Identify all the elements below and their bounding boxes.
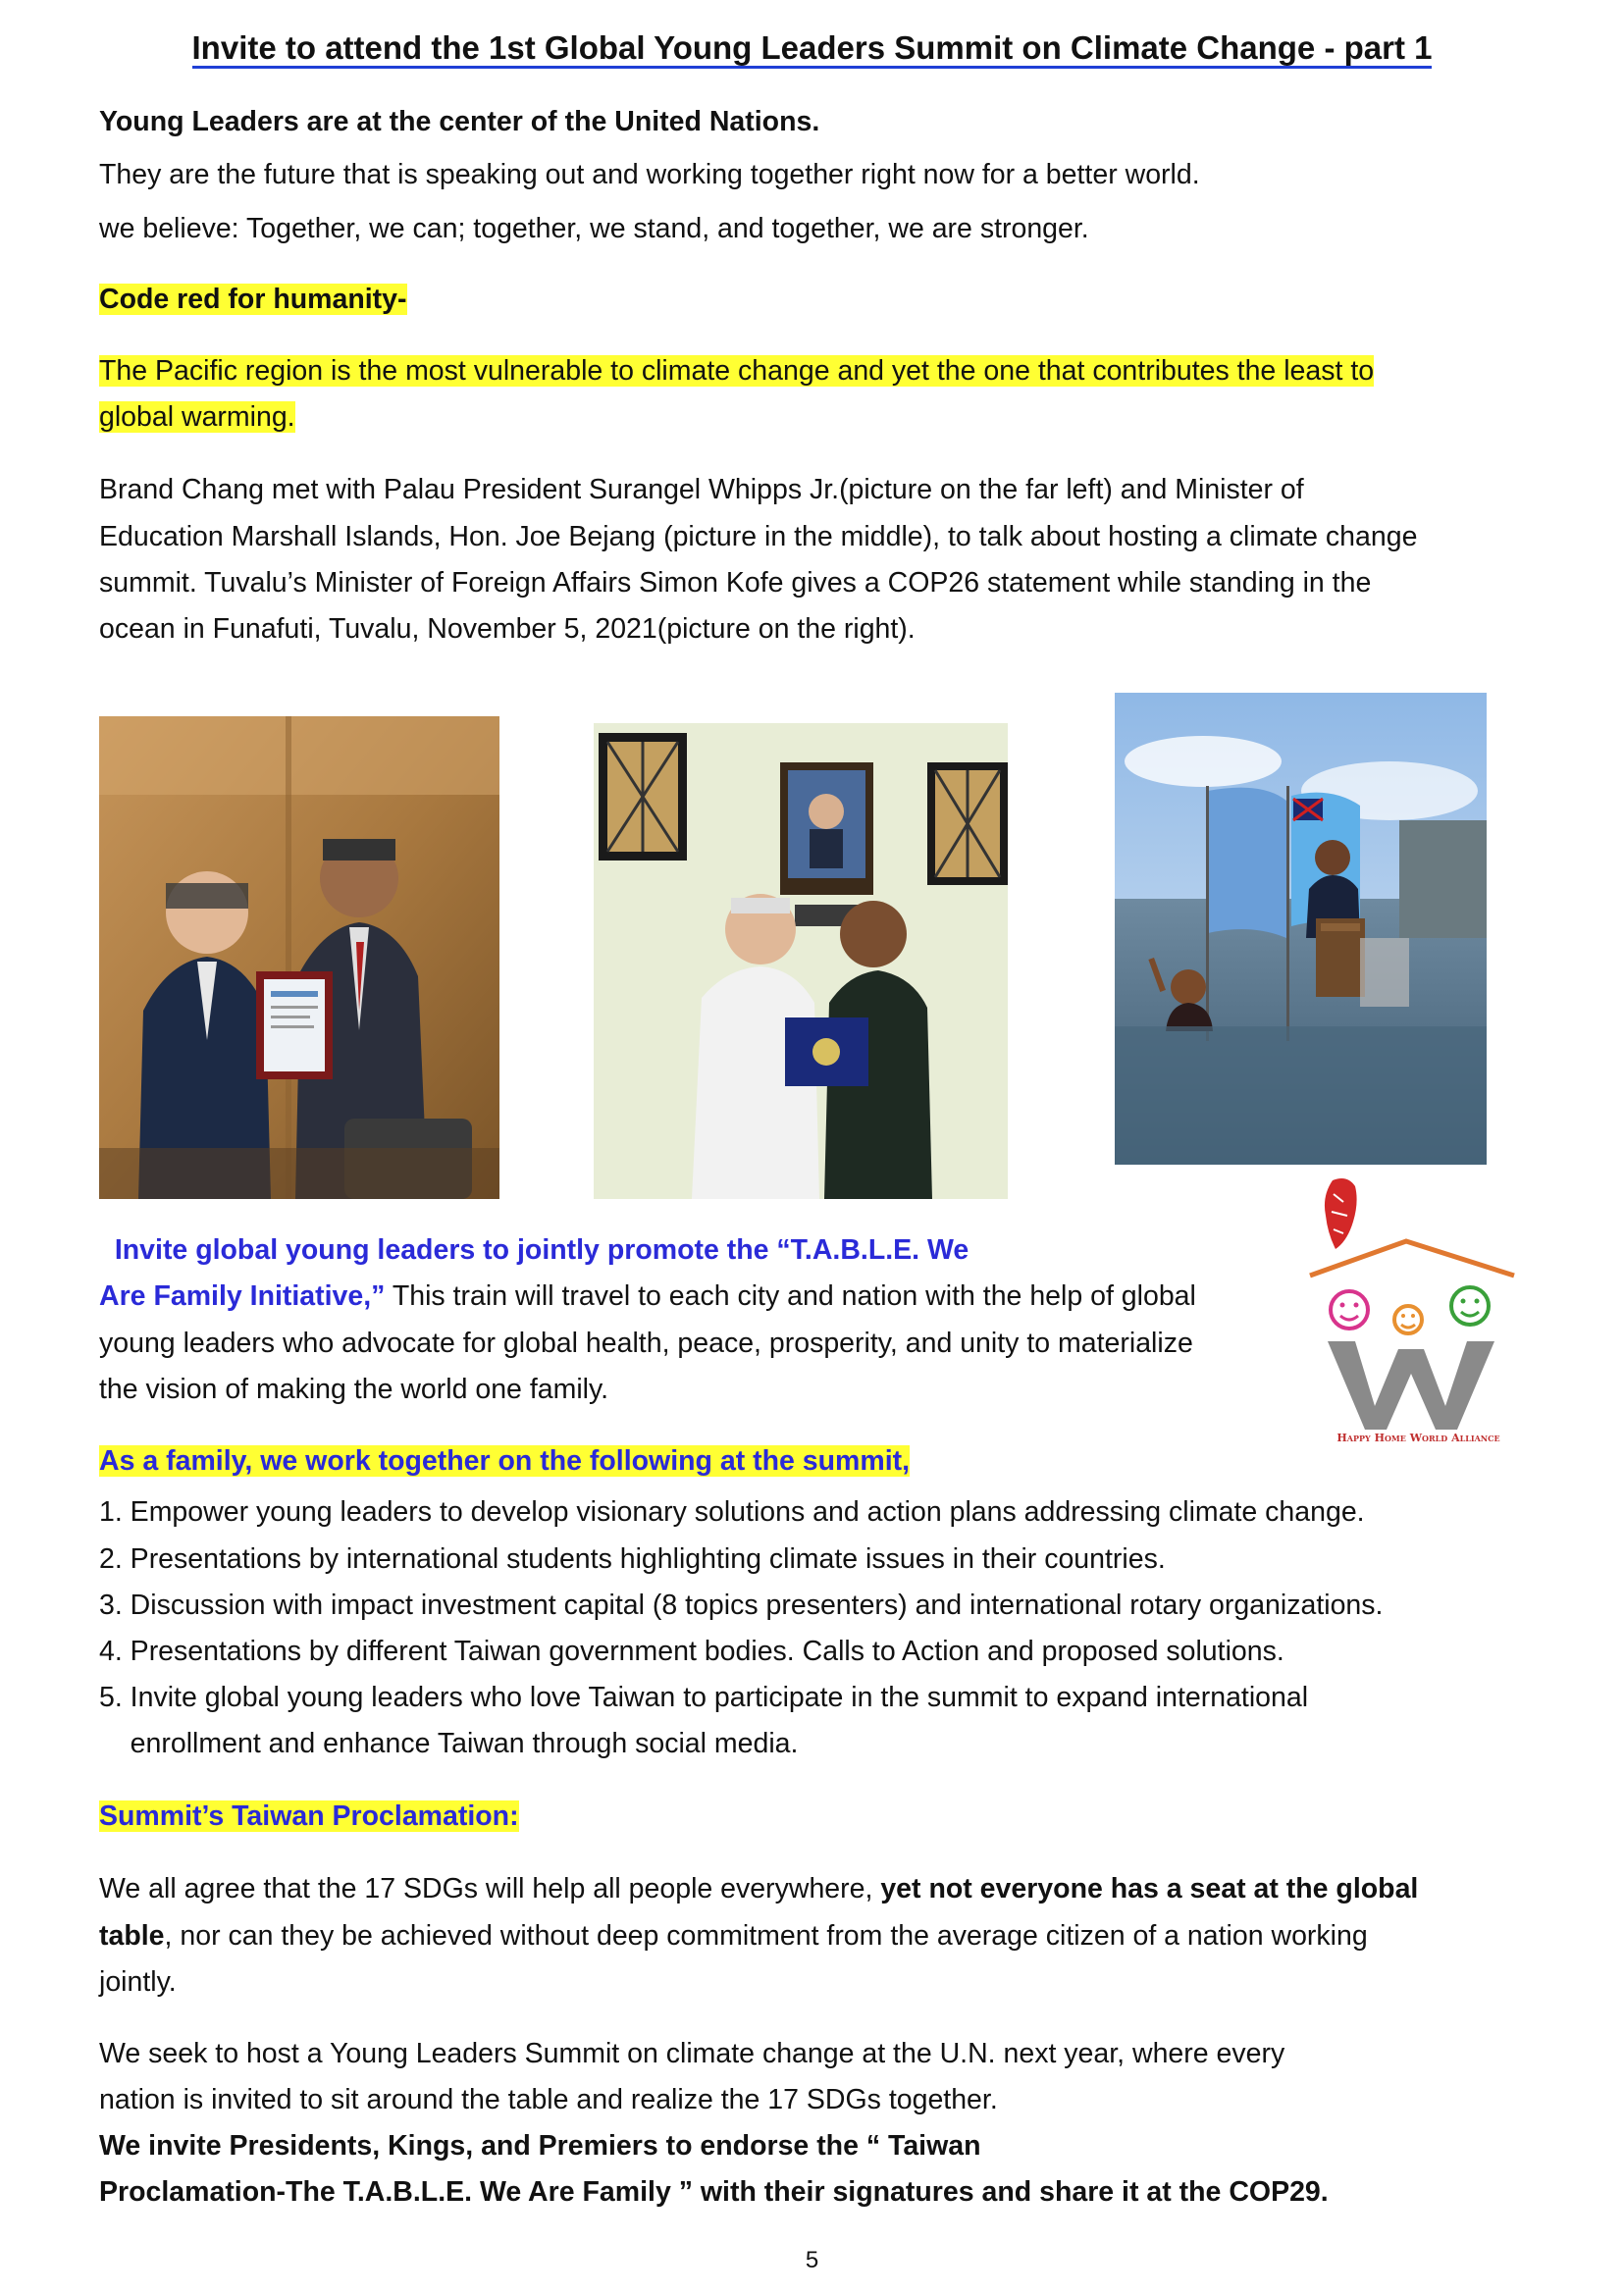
family-heading: As a family, we work together on the following at the summit, [99, 1445, 911, 1477]
proclamation-line-2: table, nor can they be achieved without deep commitment from the average citizen of a nation working [99, 1920, 1368, 1952]
summit-item: 1. Empower young leaders to develop visionary solutions and action plans addressing climate change. [99, 1496, 1365, 1528]
invite-line-2: Are Family Initiative,” This train will travel to each city and nation with the help of global [99, 1280, 1196, 1312]
meeting-line-1: Brand Chang met with Palau President Surangel Whipps Jr.(picture on the far left) and Minister of [99, 474, 1304, 505]
seek-line-2: nation is invited to sit around the table and realize the 17 SDGs together. [99, 2084, 998, 2115]
summit-item: 3. Discussion with impact investment capital (8 topics presenters) and international rotary organizations. [99, 1590, 1384, 1621]
intro-heading: Young Leaders are at the center of the United Nations. [99, 106, 820, 137]
seek-line-1: We seek to host a Young Leaders Summit on climate change at the U.N. next year, where every [99, 2038, 1285, 2069]
intro-line-2: we believe: Together, we can; together, we stand, and together, we are stronger. [99, 213, 1089, 244]
photo-tuvalu-ocean [1115, 693, 1487, 1165]
invite-line-1: Invite global young leaders to jointly promote the “T.A.B.L.E. We [114, 1234, 969, 1266]
pacific-line-2: global warming. [99, 401, 295, 433]
summit-item: 5. Invite global young leaders who love Taiwan to participate in the summit to expand international [99, 1682, 1309, 1713]
summit-item: enrollment and enhance Taiwan through social media. [99, 1728, 799, 1759]
photo-marshall-meeting [594, 723, 1008, 1199]
proclamation-line-1: We all agree that the 17 SDGs will help all people everywhere, yet not everyone has a seat at the global [99, 1873, 1419, 1904]
seek-line-3: We invite Presidents, Kings, and Premiers to endorse the “ Taiwan [99, 2130, 981, 2162]
intro-line-1: They are the future that is speaking out and working together right now for a better world. [99, 159, 1200, 190]
proclamation-heading: Summit’s Taiwan Proclamation: [99, 1800, 519, 1832]
page-number: 5 [805, 2247, 819, 2273]
pacific-line-1: The Pacific region is the most vulnerable to climate change and yet the one that contributes the least to [99, 355, 1375, 387]
logo-caption: Happy Home World Alliance [1336, 1432, 1500, 1444]
meeting-line-4: ocean in Funafuti, Tuvalu, November 5, 2021(picture on the right). [99, 613, 916, 645]
summit-item: 4. Presentations by different Taiwan government bodies. Calls to Action and proposed solutions. [99, 1636, 1284, 1667]
invite-line-4: the vision of making the world one family. [99, 1374, 609, 1405]
happy-home-logo-icon [1308, 1173, 1519, 1452]
code-red-heading: Code red for humanity- [99, 284, 407, 315]
page-title: Invite to attend the 1st Global Young Leaders Summit on Climate Change - part 1 [0, 29, 1624, 67]
happy-home-logo [1308, 1173, 1519, 1452]
seek-line-4: Proclamation-The T.A.B.L.E. We Are Family ” with their signatures and share it at the COP29. [99, 2176, 1329, 2208]
meeting-line-2: Education Marshall Islands, Hon. Joe Bejang (picture in the middle), to talk about hosting a climate change [99, 521, 1418, 552]
summit-item: 2. Presentations by international students highlighting climate issues in their countries. [99, 1543, 1166, 1575]
invite-line-3: young leaders who advocate for global health, peace, prosperity, and unity to materialize [99, 1328, 1193, 1359]
proclamation-line-3: jointly. [99, 1966, 177, 1998]
meeting-line-3: summit. Tuvalu’s Minister of Foreign Affairs Simon Kofe gives a COP26 statement while standing in the [99, 567, 1372, 599]
photo-palau-meeting [99, 716, 499, 1199]
